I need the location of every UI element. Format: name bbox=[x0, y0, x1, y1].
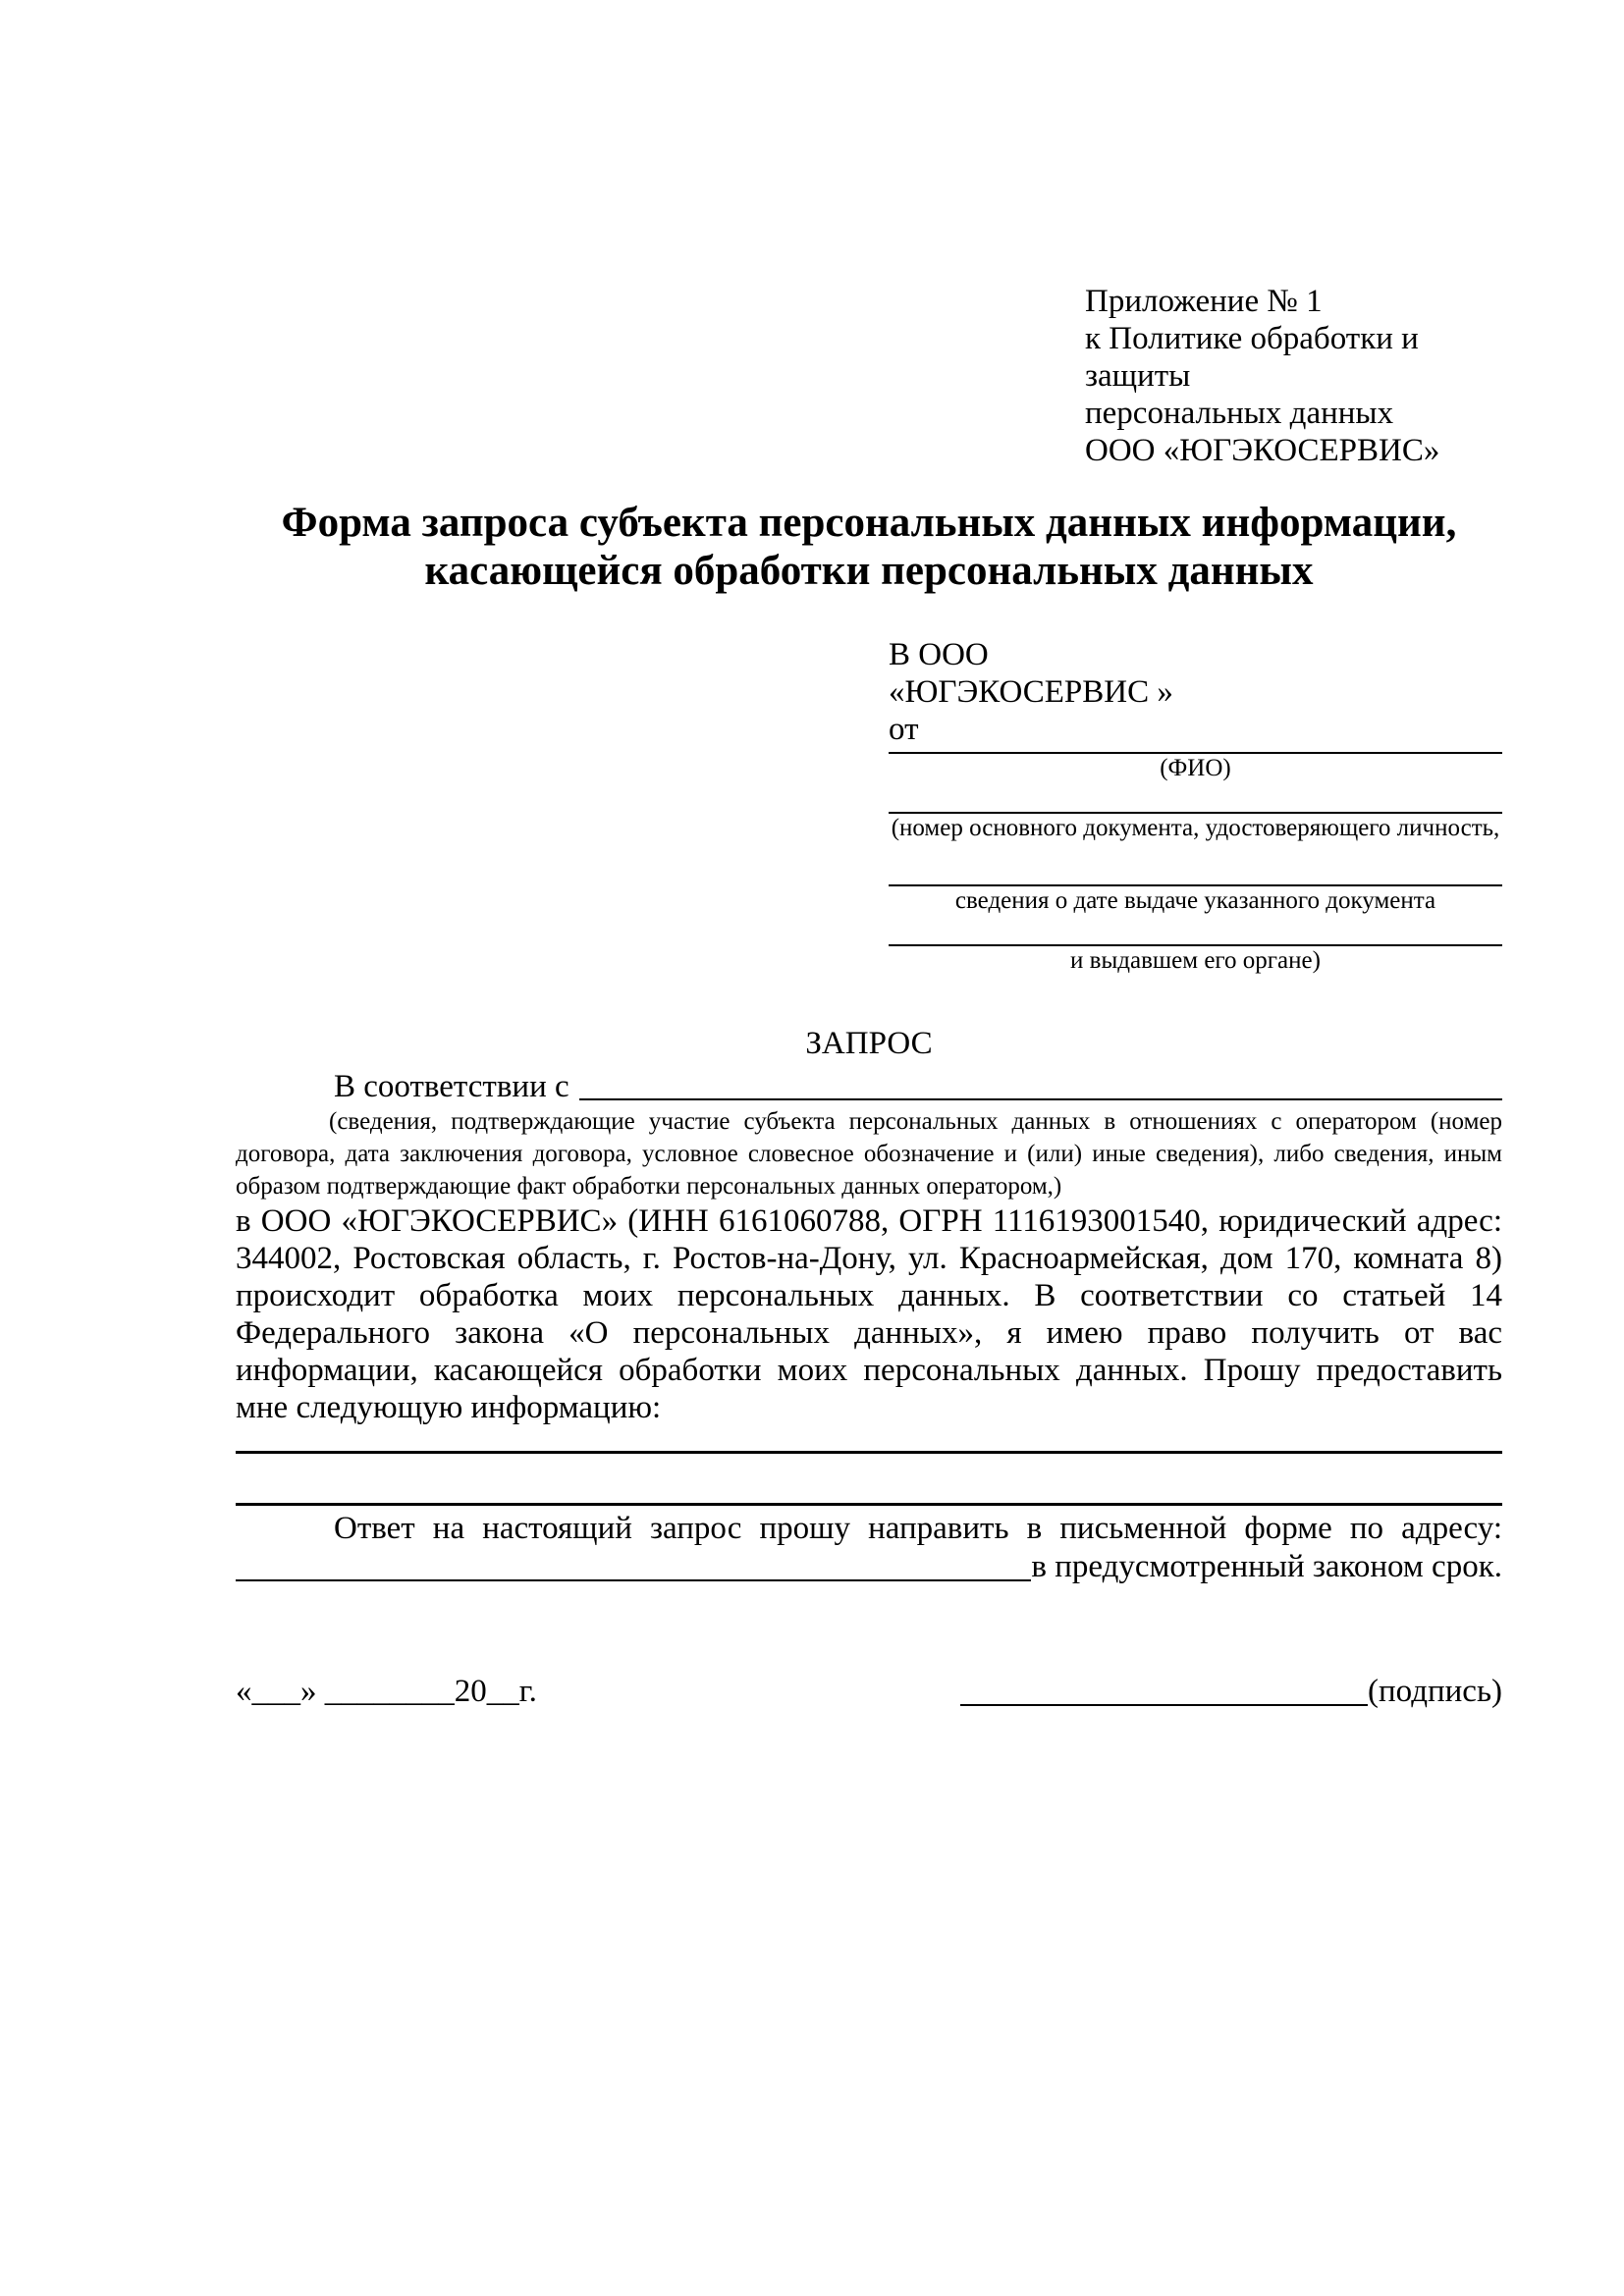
address-field-line[interactable] bbox=[236, 1552, 1031, 1581]
signature-block bbox=[960, 1673, 1502, 1710]
issue-date-field-line[interactable] bbox=[889, 843, 1502, 886]
annex-header-line: к Политике обработки и защиты bbox=[1085, 321, 1419, 394]
form-title bbox=[236, 499, 1502, 595]
document-number-field-caption: (номер основного документа, удостоверяющего личность, bbox=[891, 815, 1500, 841]
annex-header-line: Приложение № 1 bbox=[1085, 284, 1323, 319]
fio-field-caption: (ФИО) bbox=[1160, 755, 1231, 781]
reply-instruction: Ответ на настоящий запрос прошу направить в письменной форме по адресу: bbox=[334, 1511, 1502, 1546]
reply-suffix: в предусмотренный законом срок. bbox=[1031, 1549, 1502, 1584]
basis-line bbox=[236, 1068, 1502, 1105]
issue-date-field-caption: сведения о дате выдаче указанного документа bbox=[954, 887, 1436, 914]
annex-header-line: персональных данных bbox=[1085, 396, 1394, 431]
form-title-line1: Форма запроса субъекта персональных данных информации, bbox=[281, 500, 1457, 546]
addressee-line1: В ООО bbox=[889, 637, 989, 672]
annex-header bbox=[1085, 283, 1502, 469]
basis-label: В соответствии с bbox=[334, 1069, 569, 1104]
document-number-field-line[interactable] bbox=[889, 783, 1502, 814]
addressee-line3: от bbox=[889, 712, 919, 747]
annex-header-line: ООО «ЮГЭКОСЕРВИС» bbox=[1085, 433, 1440, 468]
basis-note: (сведения, подтверждающие участие субъекта персональных данных в отношениях с оператором (номер договора, дата заключения договора, условное словесное обозначение и (или) иные сведения), либо сведения, иным образом подтверждающие факт обработки персональных данных оператором,) bbox=[236, 1108, 1502, 1200]
issuing-authority-field-line[interactable] bbox=[889, 916, 1502, 946]
request-body: в ООО «ЮГЭКОСЕРВИС» (ИНН 6161060788, ОГРН 1116193001540, юридический адрес: 344002, Ростовская область, г. Ростов-на-Дону, ул. Красноармейская, дом 170, комната 8) происходит обработка моих персональных данных. В соответствии со статьей 14 Федерального закона «О персональных данных», я имею право получить от вас информации, касающейся обработки моих персональных данных. Прошу предоставить мне следующую информацию: bbox=[236, 1203, 1502, 1425]
request-heading: ЗАПРОС bbox=[805, 1026, 933, 1061]
signature-caption: (подпись) bbox=[1368, 1674, 1502, 1709]
info-field-line-2[interactable] bbox=[236, 1454, 1502, 1506]
info-field-line-1[interactable] bbox=[236, 1426, 1502, 1454]
basis-field-line[interactable] bbox=[579, 1071, 1502, 1100]
form-title-line2: касающейся обработки персональных данных bbox=[424, 548, 1314, 594]
addressee-line2: «ЮГЭКОСЕРВИС » bbox=[889, 674, 1173, 710]
reply-address-line bbox=[236, 1547, 1502, 1586]
issuing-authority-field-caption: и выдавшем его органе) bbox=[1070, 947, 1321, 974]
footer-row bbox=[236, 1673, 1502, 1710]
addressee-block bbox=[889, 636, 1502, 976]
signature-field-line[interactable] bbox=[960, 1677, 1368, 1706]
date-field[interactable]: «___» ________20__г. bbox=[236, 1674, 537, 1709]
